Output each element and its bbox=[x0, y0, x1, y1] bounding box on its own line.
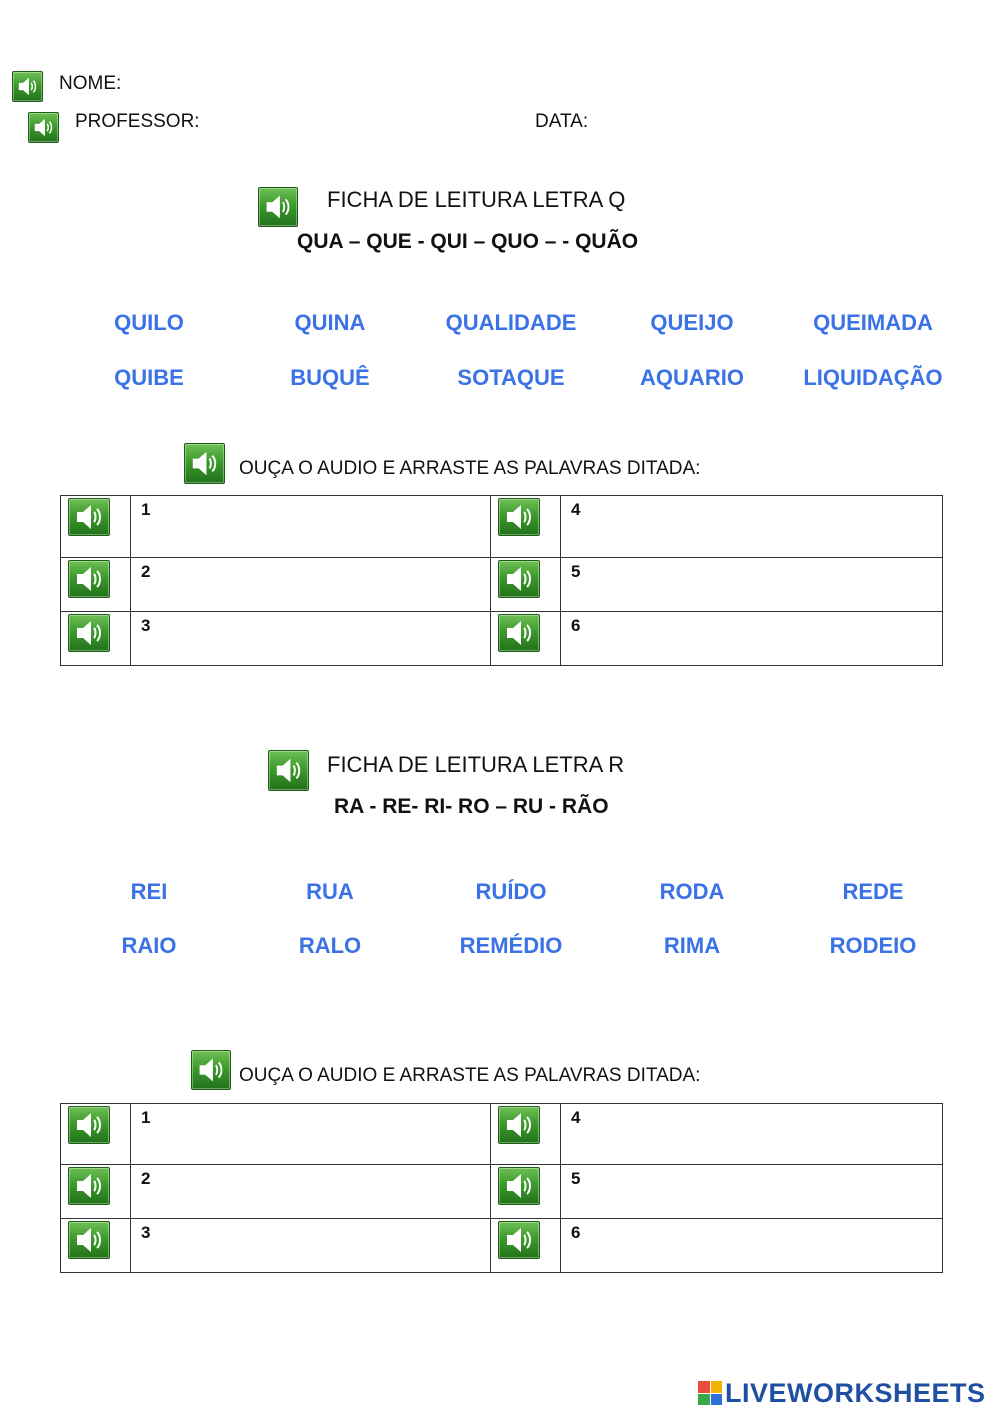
speaker-icon bbox=[499, 561, 539, 597]
drop-slot-q-5[interactable] bbox=[561, 558, 943, 612]
word-rei[interactable]: REI bbox=[130, 879, 168, 904]
word-sotaque[interactable]: SOTAQUE bbox=[457, 365, 565, 390]
brand-name: LIVEWORKSHEETS bbox=[725, 1377, 986, 1408]
speaker-icon bbox=[269, 751, 308, 790]
speaker-icon bbox=[69, 1222, 109, 1258]
drop-slot-r-4[interactable] bbox=[561, 1104, 943, 1165]
drop-slot-q-3[interactable] bbox=[131, 612, 491, 666]
drop-slot-q-4[interactable] bbox=[561, 496, 943, 558]
speaker-icon bbox=[499, 1222, 539, 1258]
speaker-icon bbox=[69, 499, 109, 535]
speaker-icon bbox=[185, 444, 224, 483]
play-word-4-button[interactable] bbox=[498, 498, 540, 536]
word-queimada[interactable]: QUEIMADA bbox=[813, 310, 933, 335]
word-rede[interactable]: REDE bbox=[842, 879, 904, 904]
slot-number: 4 bbox=[571, 1108, 581, 1127]
slot-number: 4 bbox=[571, 500, 581, 519]
play-word-5-button[interactable] bbox=[498, 1167, 540, 1205]
word-ralo[interactable]: RALO bbox=[298, 933, 362, 958]
play-word-5-button[interactable] bbox=[498, 560, 540, 598]
drop-slot-r-2[interactable] bbox=[131, 1165, 491, 1219]
speaker-icon bbox=[13, 72, 42, 101]
dictation-q-instruction: OUÇA O AUDIO E ARRASTE AS PALAVRAS DITADA: bbox=[239, 458, 701, 479]
play-word-6-button[interactable] bbox=[498, 614, 540, 652]
slot-number: 2 bbox=[141, 562, 151, 581]
play-word-2-button[interactable] bbox=[68, 560, 110, 598]
section-q-title: FICHA DE LEITURA LETRA Q bbox=[327, 187, 626, 212]
drop-slot-q-1[interactable] bbox=[131, 496, 491, 558]
word-rua[interactable]: RUA bbox=[306, 879, 354, 904]
word-liquidacao[interactable]: LIQUIDAÇÃO bbox=[803, 365, 943, 390]
drop-slot-q-2[interactable] bbox=[131, 558, 491, 612]
section-q-audio-button[interactable] bbox=[258, 187, 298, 227]
speaker-icon bbox=[259, 188, 297, 226]
speaker-icon bbox=[69, 1107, 109, 1143]
dictation-r-instruction: OUÇA O AUDIO E ARRASTE AS PALAVRAS DITADA: bbox=[239, 1065, 701, 1086]
word-rodeio[interactable]: RODEIO bbox=[829, 933, 917, 958]
word-quilo[interactable]: QUILO bbox=[114, 310, 184, 335]
logo-mark-icon bbox=[698, 1381, 722, 1405]
drop-slot-q-6[interactable] bbox=[561, 612, 943, 666]
play-word-1-button[interactable] bbox=[68, 498, 110, 536]
play-word-6-button[interactable] bbox=[498, 1221, 540, 1259]
play-word-4-button[interactable] bbox=[498, 1106, 540, 1144]
word-roda[interactable]: RODA bbox=[659, 879, 725, 904]
slot-number: 3 bbox=[141, 616, 151, 635]
word-queijo[interactable]: QUEIJO bbox=[650, 310, 734, 335]
slot-number: 1 bbox=[141, 1108, 151, 1127]
speaker-icon bbox=[499, 615, 539, 651]
word-quibe[interactable]: QUIBE bbox=[114, 365, 184, 390]
section-r-audio-button[interactable] bbox=[268, 750, 309, 791]
drop-slot-r-5[interactable] bbox=[561, 1165, 943, 1219]
play-word-1-button[interactable] bbox=[68, 1106, 110, 1144]
word-ruido[interactable]: RUÍDO bbox=[475, 879, 547, 904]
word-quina[interactable]: QUINA bbox=[294, 310, 366, 335]
drop-slot-r-1[interactable] bbox=[131, 1104, 491, 1165]
play-word-3-button[interactable] bbox=[68, 1221, 110, 1259]
speaker-icon bbox=[69, 1168, 109, 1204]
slot-number: 2 bbox=[141, 1169, 151, 1188]
liveworksheets-logo bbox=[698, 1378, 986, 1408]
slot-number: 6 bbox=[571, 616, 581, 635]
drop-slot-r-3[interactable] bbox=[131, 1219, 491, 1273]
section-r-title: FICHA DE LEITURA LETRA R bbox=[327, 752, 625, 777]
dictation-r-audio-button[interactable] bbox=[191, 1050, 231, 1090]
word-remedio[interactable]: REMÉDIO bbox=[459, 933, 563, 958]
dictation-r-table bbox=[60, 1103, 943, 1273]
play-word-3-button[interactable] bbox=[68, 614, 110, 652]
slot-number: 6 bbox=[571, 1223, 581, 1242]
dictation-q-audio-button[interactable] bbox=[184, 443, 225, 484]
word-rima[interactable]: RIMA bbox=[663, 933, 721, 958]
slot-number: 1 bbox=[141, 500, 151, 519]
speaker-icon bbox=[499, 499, 539, 535]
word-raio[interactable]: RAIO bbox=[121, 933, 177, 958]
section-q-syllables: QUA – QUE - QUI – QUO – - QUÃO bbox=[297, 230, 639, 253]
play-word-2-button[interactable] bbox=[68, 1167, 110, 1205]
dictation-q-table bbox=[60, 495, 943, 666]
speaker-icon bbox=[69, 561, 109, 597]
speaker-icon bbox=[499, 1168, 539, 1204]
teacher-label: PROFESSOR: bbox=[75, 111, 200, 132]
slot-number: 5 bbox=[571, 1169, 581, 1188]
slot-number: 5 bbox=[571, 562, 581, 581]
name-audio-button[interactable] bbox=[12, 71, 43, 102]
word-buque[interactable]: BUQUÊ bbox=[290, 365, 370, 390]
speaker-icon bbox=[192, 1051, 230, 1089]
teacher-audio-button[interactable] bbox=[28, 112, 59, 143]
speaker-icon bbox=[29, 113, 58, 142]
drop-slot-r-6[interactable] bbox=[561, 1219, 943, 1273]
name-label: NOME: bbox=[59, 73, 122, 94]
date-label: DATA: bbox=[535, 111, 589, 132]
slot-number: 3 bbox=[141, 1223, 151, 1242]
speaker-icon bbox=[69, 615, 109, 651]
word-qualidade[interactable]: QUALIDADE bbox=[445, 310, 577, 335]
speaker-icon bbox=[499, 1107, 539, 1143]
word-aquario[interactable]: AQUARIO bbox=[640, 365, 744, 390]
section-r-syllables: RA - RE- RI- RO – RU - RÃO bbox=[334, 795, 609, 818]
